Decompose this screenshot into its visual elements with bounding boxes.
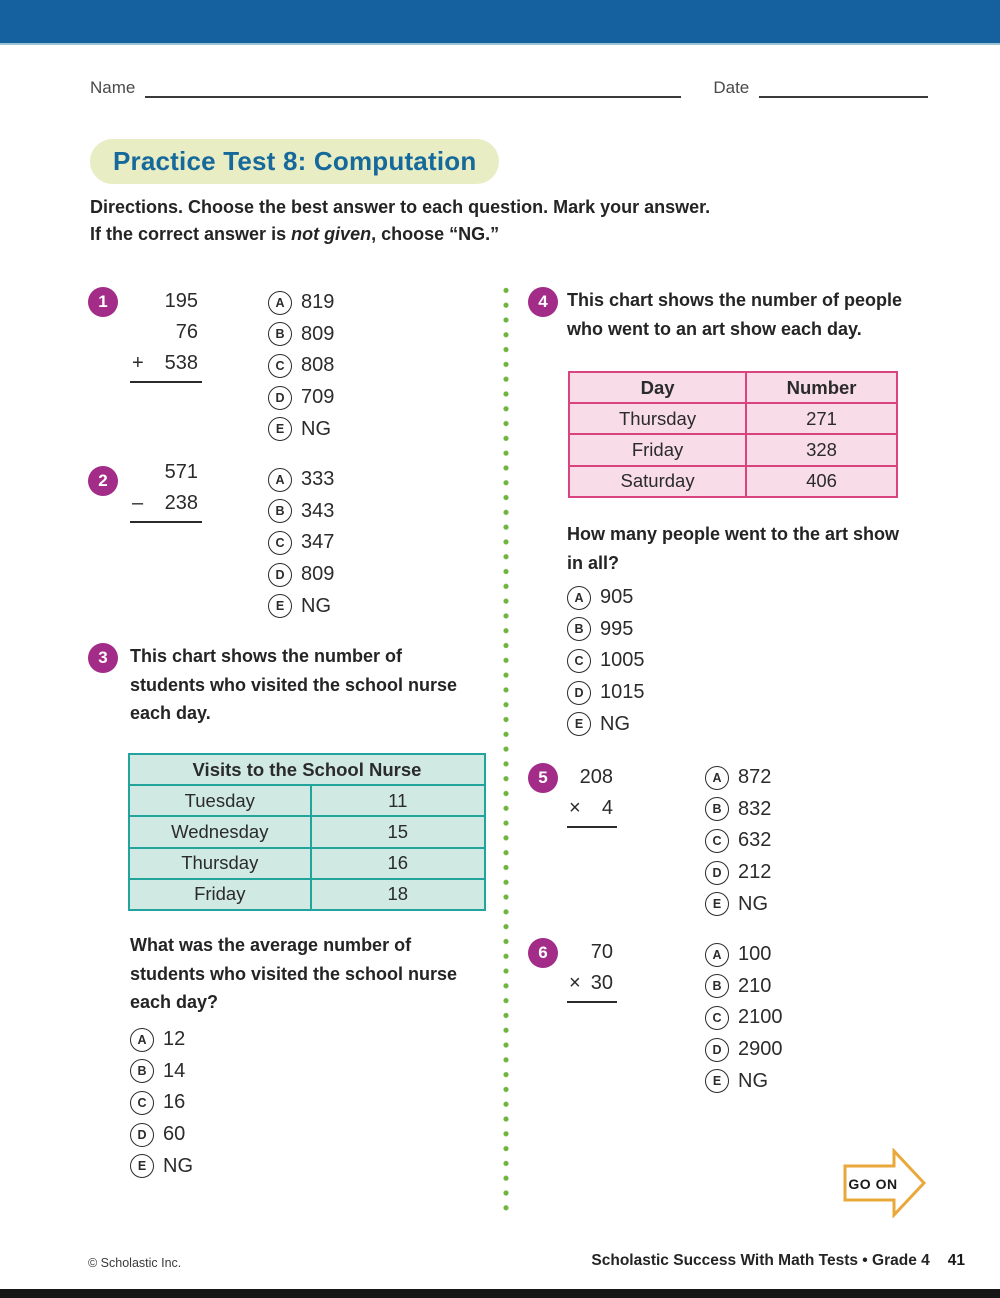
option-letter: A <box>268 291 292 315</box>
option-letter: B <box>268 499 292 523</box>
option-letter: C <box>705 829 729 853</box>
option-letter: B <box>567 617 591 641</box>
name-label: Name <box>90 78 136 97</box>
option-letter: C <box>130 1091 154 1115</box>
top-banner-bar <box>0 0 1000 45</box>
answer-option[interactable] <box>130 1150 193 1182</box>
go-on-label: GO ON <box>848 1176 898 1192</box>
option-letter: A <box>705 943 729 967</box>
directions-line1: Directions. Choose the best answer to each question. Mark your answer. <box>90 197 711 217</box>
question-4-number: 4 <box>528 287 558 317</box>
column-header: Day <box>569 372 746 403</box>
option-value: NG <box>600 712 630 735</box>
option-value: 819 <box>301 291 335 314</box>
table-row: Saturday 406 <box>569 466 897 497</box>
option-value: NG <box>301 417 331 440</box>
table-header-row <box>569 372 897 403</box>
bottom-edge-bar <box>0 1289 1000 1298</box>
option-value: 2900 <box>738 1038 783 1061</box>
option-value: 333 <box>301 468 335 491</box>
option-letter: E <box>268 594 292 618</box>
option-letter: E <box>268 417 292 441</box>
option-letter: E <box>705 892 729 916</box>
question-5-number: 5 <box>528 763 558 793</box>
answer-option[interactable] <box>268 287 334 319</box>
go-on-arrow-icon[interactable] <box>843 1148 927 1218</box>
operator: + <box>132 352 144 374</box>
option-value: NG <box>738 1069 768 1092</box>
answer-option[interactable] <box>268 496 334 528</box>
option-letter: C <box>268 354 292 378</box>
option-letter: B <box>130 1059 154 1083</box>
option-value: 809 <box>301 563 335 586</box>
option-letter: C <box>567 649 591 673</box>
page-title: Practice Test 8: Computation <box>113 146 477 176</box>
question-1-number: 1 <box>88 287 118 317</box>
operand: 70 <box>590 941 613 963</box>
operand-with-operator <box>130 488 202 523</box>
date-label: Date <box>713 78 750 97</box>
operand-with-operator <box>130 348 202 383</box>
dotted-column-divider <box>503 283 509 1213</box>
table-row: Friday 328 <box>569 434 897 465</box>
column-header: Number <box>746 372 897 403</box>
option-letter: C <box>705 1006 729 1030</box>
question-3-number: 3 <box>88 643 118 673</box>
operand: 238 <box>164 492 198 514</box>
answer-option[interactable] <box>567 645 645 677</box>
question-6-options <box>705 939 783 1097</box>
question-3-options <box>130 1024 193 1182</box>
answer-option[interactable] <box>130 1119 193 1151</box>
option-value: 100 <box>738 943 772 966</box>
table-row: Thursday 271 <box>569 403 897 434</box>
art-show-table <box>568 371 898 498</box>
answer-option[interactable] <box>567 677 645 709</box>
option-value: 709 <box>301 386 335 409</box>
option-letter: E <box>705 1069 729 1093</box>
directions <box>90 194 920 248</box>
question-2-problem <box>130 457 202 523</box>
question-5-problem <box>567 762 617 828</box>
operator: – <box>132 492 144 514</box>
question-6-problem <box>567 937 617 1003</box>
option-letter: B <box>705 797 729 821</box>
option-letter: A <box>567 586 591 610</box>
date-input-line[interactable] <box>759 74 928 98</box>
option-letter: E <box>130 1154 154 1178</box>
page-number: 41 <box>947 1252 965 1269</box>
option-letter: D <box>705 861 729 885</box>
operator: × <box>569 797 581 819</box>
option-value: 212 <box>738 861 772 884</box>
option-letter: D <box>268 386 292 410</box>
option-value: NG <box>301 594 331 617</box>
answer-option[interactable] <box>705 825 771 857</box>
answer-option[interactable] <box>130 1024 193 1056</box>
answer-option[interactable] <box>705 857 771 889</box>
table-row: Wednesday 15 <box>129 816 485 847</box>
nurse-visits-table <box>128 753 486 911</box>
question-5-options <box>705 762 771 920</box>
answer-option[interactable] <box>705 1065 783 1097</box>
option-value: 632 <box>738 829 772 852</box>
option-value: 809 <box>301 322 335 345</box>
operand-with-operator <box>567 793 617 828</box>
answer-option[interactable] <box>705 762 771 794</box>
option-letter: B <box>268 322 292 346</box>
answer-option[interactable] <box>268 382 334 414</box>
option-value: 12 <box>163 1028 186 1051</box>
operand: 571 <box>164 461 198 483</box>
operand: 208 <box>579 766 613 788</box>
option-letter: B <box>705 974 729 998</box>
question-4-options <box>567 582 645 740</box>
question-4-question: How many people went to the art show in all? <box>567 524 900 573</box>
option-value: 210 <box>738 974 772 997</box>
answer-option[interactable] <box>268 350 334 382</box>
option-value: 14 <box>163 1059 186 1082</box>
option-value: 995 <box>600 617 634 640</box>
table-title: Visits to the School Nurse <box>129 754 485 785</box>
answer-option[interactable] <box>567 582 645 614</box>
option-value: 60 <box>163 1123 186 1146</box>
option-letter: D <box>705 1038 729 1062</box>
operand: 538 <box>164 352 198 374</box>
option-value: 1015 <box>600 681 645 704</box>
answer-option[interactable] <box>705 1034 783 1066</box>
answer-option[interactable] <box>130 1056 193 1088</box>
name-input-line[interactable] <box>145 74 681 98</box>
answer-option[interactable] <box>268 527 334 559</box>
table-row: Tuesday 11 <box>129 785 485 816</box>
answer-option[interactable] <box>268 590 334 622</box>
option-letter: D <box>130 1123 154 1147</box>
answer-option[interactable] <box>705 1002 783 1034</box>
question-6-number: 6 <box>528 938 558 968</box>
name-date-row <box>90 74 928 98</box>
operand: 195 <box>164 290 198 312</box>
option-value: 872 <box>738 766 772 789</box>
option-letter: C <box>268 531 292 555</box>
option-letter: D <box>567 681 591 705</box>
option-letter: A <box>268 468 292 492</box>
table-row: Thursday 16 <box>129 848 485 879</box>
operand: 76 <box>175 321 198 343</box>
directions-line2: If the correct answer is not given, choose “NG.” <box>90 224 500 244</box>
answer-option[interactable] <box>567 614 645 646</box>
question-1-problem <box>130 286 202 383</box>
option-value: 16 <box>163 1091 186 1114</box>
answer-option[interactable] <box>705 971 783 1003</box>
option-value: 347 <box>301 531 335 554</box>
operator: × <box>569 972 581 994</box>
option-value: 343 <box>301 499 335 522</box>
answer-option[interactable] <box>705 939 783 971</box>
answer-option[interactable] <box>705 888 771 920</box>
option-value: 808 <box>301 354 335 377</box>
option-value: 1005 <box>600 649 645 672</box>
copyright-text: © Scholastic Inc. <box>88 1256 182 1270</box>
option-letter: E <box>567 712 591 736</box>
answer-option[interactable] <box>268 464 334 496</box>
question-4-stem: This chart shows the number of people who went to an art show each day. <box>567 290 903 339</box>
answer-option[interactable] <box>130 1087 193 1119</box>
option-letter: A <box>130 1028 154 1052</box>
question-3-stem: This chart shows the number of students who visited the school nurse each day. <box>130 646 458 723</box>
answer-option[interactable] <box>705 794 771 826</box>
footer-book-info <box>591 1252 965 1270</box>
operand: 4 <box>601 797 613 819</box>
table-row: Friday 18 <box>129 879 485 910</box>
answer-option[interactable] <box>268 559 334 591</box>
answer-option[interactable] <box>268 413 334 445</box>
answer-option[interactable] <box>567 708 645 740</box>
question-2-number: 2 <box>88 466 118 496</box>
page-title-pill <box>90 139 499 184</box>
book-series-title: Scholastic Success With Math Tests • Grade 4 <box>591 1252 930 1269</box>
operand: 30 <box>590 972 613 994</box>
answer-option[interactable] <box>268 319 334 351</box>
option-value: 905 <box>600 586 634 609</box>
question-3-question: What was the average number of students who visited the school nurse each day? <box>130 935 458 1012</box>
option-value: NG <box>163 1154 193 1177</box>
option-value: 832 <box>738 797 772 820</box>
question-2-options <box>268 464 334 622</box>
option-value: 2100 <box>738 1006 783 1029</box>
option-letter: D <box>268 563 292 587</box>
operand-with-operator <box>567 968 617 1003</box>
option-value: NG <box>738 892 768 915</box>
question-1-options <box>268 287 334 445</box>
option-letter: A <box>705 766 729 790</box>
